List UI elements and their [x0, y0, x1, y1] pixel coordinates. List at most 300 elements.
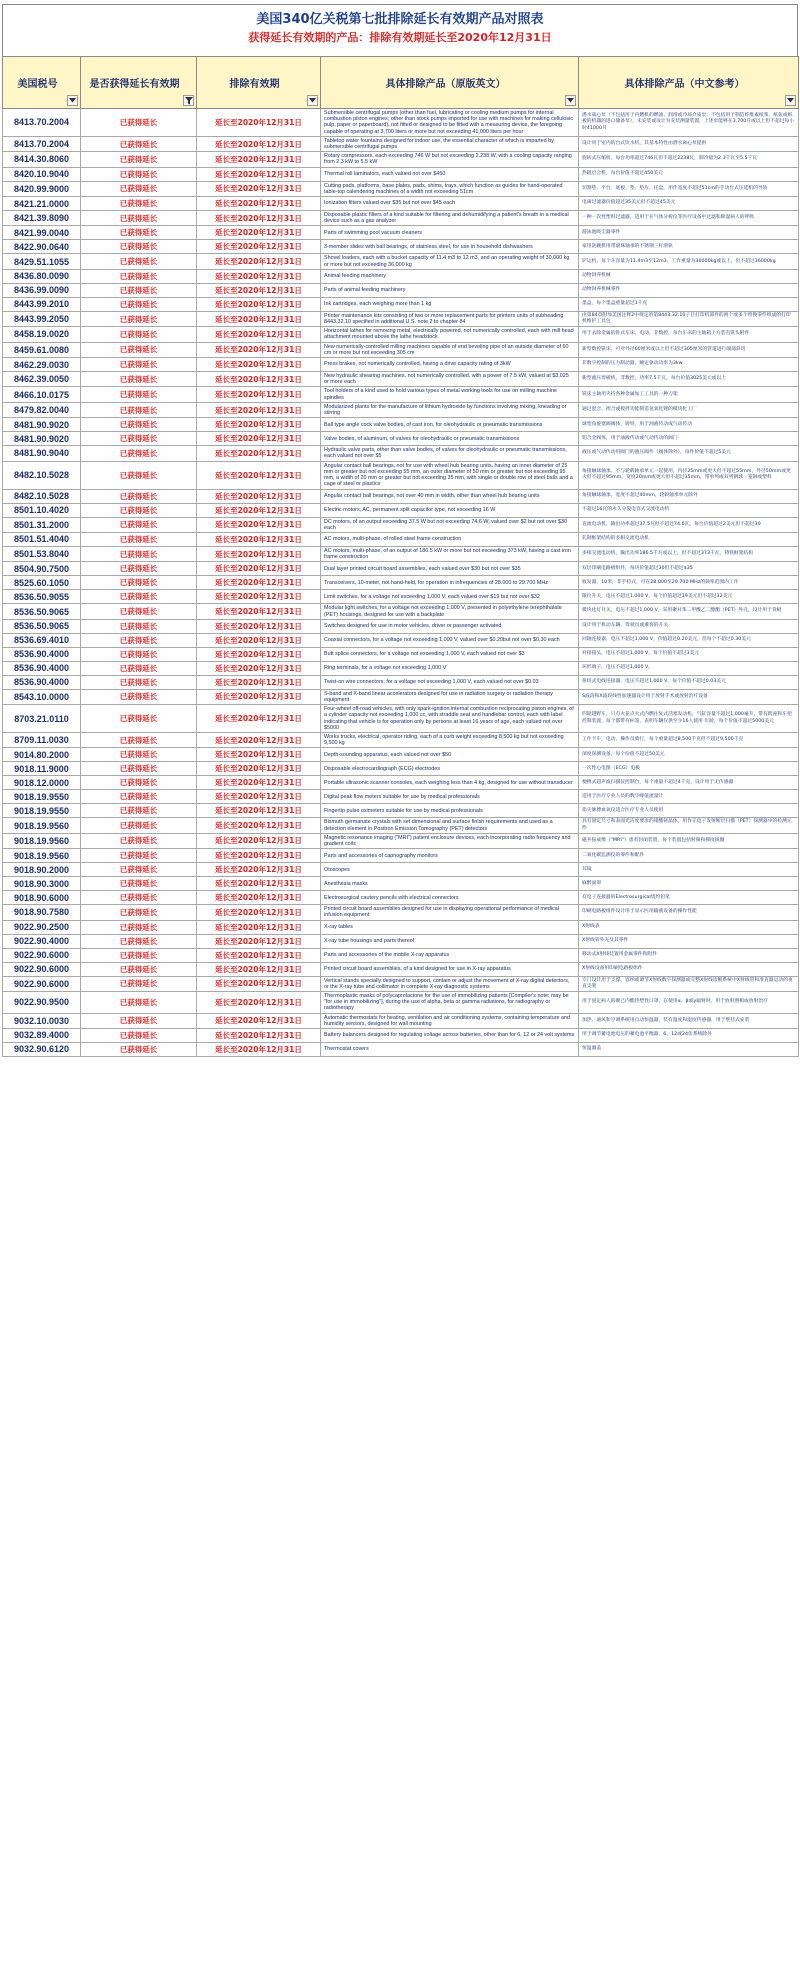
funnel-filter-icon[interactable] — [183, 95, 194, 106]
extension-status-cell[interactable]: 已获得延长 — [81, 790, 197, 804]
hts-code-cell[interactable]: 9018.11.9000 — [3, 762, 81, 776]
product-english-cell[interactable]: Vertical stands specially designed to support, contain or adjust the movement of X-ray digital detectors, or the X-ray tube and collimator in complete X-ray diagnostic systems — [321, 976, 579, 991]
extension-status-cell[interactable]: 已获得延长 — [81, 503, 197, 517]
hts-code-cell[interactable]: 8703.21.0110 — [3, 705, 81, 733]
product-chinese-cell[interactable]: 有电子连接器的Electrosurgical烧灼铅笔 — [579, 891, 799, 905]
exclusion-period-cell[interactable]: 延长至2020年12月31日 — [197, 432, 321, 446]
product-english-cell[interactable]: Limit switches, for a voltage not exceeding 1,000 V, each valued over $19 but not over $32 — [321, 590, 579, 604]
product-chinese-cell[interactable]: 球型角旋塞阀阀体，铸铁，用于油液传动或气动传动 — [579, 418, 799, 432]
hts-code-cell[interactable]: 9032.90.6120 — [3, 1042, 81, 1056]
product-english-cell[interactable]: Battery balancers designed for regulating voltage across batteries, other than for 6, 12 or 24 volt systems — [321, 1028, 579, 1042]
extension-status-cell[interactable]: 已获得延长 — [81, 590, 197, 604]
product-english-cell[interactable]: Disposable plastic filters of a kind suitable for filtering and dehumidifying a patient's breath in a medical device such as a gas analyzer — [321, 211, 579, 226]
extension-status-cell[interactable]: 已获得延长 — [81, 689, 197, 704]
product-english-cell[interactable]: Transceivers, 10-meter, not hand-held, for operation in infrequencies of 28.000 to 29.700 MHz — [321, 576, 579, 590]
exclusion-period-cell[interactable]: 延长至2020年12月31日 — [197, 562, 321, 576]
extension-status-cell[interactable]: 已获得延长 — [81, 461, 197, 489]
product-english-cell[interactable]: Printed circuit board assemblies, of a kind designed for use in X-ray apparatus — [321, 962, 579, 976]
exclusion-period-cell[interactable]: 延长至2020年12月31日 — [197, 647, 321, 661]
product-chinese-cell[interactable]: 专门设计用于支撑、容纳或调节X射线数字探测器或完整X射线诊断系统中X射线管和准直器运动的垂直支架 — [579, 976, 799, 991]
hts-code-cell[interactable]: 9018.90.2000 — [3, 863, 81, 877]
product-chinese-cell[interactable]: 不超过16瓦的永久分裂电容式交流电动机 — [579, 503, 799, 517]
hts-code-cell[interactable]: 8458.19.0020 — [3, 327, 81, 342]
exclusion-period-cell[interactable]: 延长至2020年12月31日 — [197, 461, 321, 489]
product-english-cell[interactable]: Coaxial connectors, for a voltage not exceeding 1,000 V, valued over $0.20but not over $0.30 each — [321, 633, 579, 647]
product-english-cell[interactable]: Switches designed for use in motor vehicles, driver or passenger activated — [321, 619, 579, 633]
product-english-cell[interactable]: Ring terminals, for a voltage not exceeding 1,000 V — [321, 661, 579, 675]
extension-status-cell[interactable]: 已获得延长 — [81, 647, 197, 661]
product-chinese-cell[interactable]: 动物饲养机械 — [579, 269, 799, 283]
product-english-cell[interactable]: Fingertip pulse oximeters suitable for use by medical professionals — [321, 804, 579, 818]
hts-code-cell[interactable]: 8459.61.0080 — [3, 342, 81, 357]
product-english-cell[interactable]: Parts and accessories of capnography monitors — [321, 849, 579, 863]
hts-code-cell[interactable]: 8543.10.0000 — [3, 689, 81, 704]
exclusion-period-cell[interactable]: 延长至2020年12月31日 — [197, 109, 321, 137]
product-chinese-cell[interactable]: 电离过滤器价值超过35美元但不超过45美元 — [579, 197, 799, 211]
extension-status-cell[interactable]: 已获得延长 — [81, 804, 197, 818]
product-english-cell[interactable]: Shovel loaders, each with a bucket capacity of 11.4 m3 to 12 m3, and an operating weight of 30,000 kg or more but not exceeding 36,000 kg — [321, 254, 579, 269]
hts-code-cell[interactable]: 8422.90.0640 — [3, 240, 81, 254]
product-english-cell[interactable]: Printer maintenance kits consisting of two or more replacement parts for printers units of subheading 8443.32.10 specified in additional U.S. note 2 to chapter 84 — [321, 311, 579, 326]
product-english-cell[interactable]: Four-wheel off-road vehicles, with only spark-ignition internal combustion reciprocating piston engines, of a cylinder capacity not exceeding 1,000 cc, with straddle seat and handlebar control, each with label indicating that vehicle is for operation only by persons at least 16 years of age, each valued not over $5000 — [321, 705, 579, 733]
hts-code-cell[interactable]: 9014.80.2000 — [3, 748, 81, 762]
product-chinese-cell[interactable]: 用于固定病人的聚己内酯热塑性口罩，在使用α、β或γ辐射时，用于放射照相或放射治疗 — [579, 991, 799, 1013]
hts-code-cell[interactable]: 9018.90.3000 — [3, 877, 81, 891]
extension-status-cell[interactable]: 已获得延长 — [81, 226, 197, 240]
hts-code-cell[interactable]: 8536.69.4010 — [3, 633, 81, 647]
product-chinese-cell[interactable]: 多相交流电动机，输出功率186.5千瓦或以上，但不超过373千瓦，铸铁框架结构 — [579, 546, 799, 561]
product-chinese-cell[interactable]: 用于去除金属的卧式车床，电动，非数控，每台车床的主轴箱上方装有铣头附件 — [579, 327, 799, 342]
extension-status-cell[interactable]: 已获得延长 — [81, 991, 197, 1013]
product-english-cell[interactable]: Rotary compressors, each exceeding 746 W but not exceeding 2,238 W, with a cooling capacity ranging from 2.3 kW to 5.5 kW — [321, 152, 579, 167]
product-english-cell[interactable]: Otoscopes — [321, 863, 579, 877]
product-english-cell[interactable]: Submersible centrifugal pumps (other than fuel, lubricating or cooling medium pumps for internal combustion piston engines; other than stock pumps imported for use with machines for making cellulosic pulp, paper or paperboard), not fitted or designed to be fitted with a measuring device, the foregoing capable of operating at 3,700 liters or more but not exceeding 41,000 liters per hour — [321, 109, 579, 137]
product-chinese-cell[interactable]: 角接触球轴承，宽度不超过40mm，轮毂轴承单元除外 — [579, 489, 799, 503]
dropdown-filter-icon[interactable] — [307, 95, 318, 106]
extension-status-cell[interactable]: 已获得延长 — [81, 269, 197, 283]
extension-status-cell[interactable]: 已获得延长 — [81, 661, 197, 675]
hts-code-cell[interactable]: 8501.10.4020 — [3, 503, 81, 517]
product-chinese-cell[interactable]: 铲运机，每个斗容量为11.4m3至12m3，工作重量为30000kg或以上，但不超过36000kg — [579, 254, 799, 269]
hts-code-cell[interactable]: 8462.29.0030 — [3, 358, 81, 372]
extension-status-cell[interactable]: 已获得延长 — [81, 818, 197, 833]
product-english-cell[interactable]: Modularized plants for the manufacture of lithium hydroxide by functions involving mixing, kneading or stirring — [321, 402, 579, 417]
product-chinese-cell[interactable]: 限位开关，电压不超过1,000 V，每个价值超过19美元但不超过32美元 — [579, 590, 799, 604]
hts-code-cell[interactable]: 8501.53.8040 — [3, 546, 81, 561]
product-english-cell[interactable]: Dual layer printed circuit board assemblies, each valued over $30 but not over $35 — [321, 562, 579, 576]
exclusion-period-cell[interactable]: 延长至2020年12月31日 — [197, 226, 321, 240]
extension-status-cell[interactable]: 已获得延长 — [81, 446, 197, 461]
hts-code-cell[interactable]: 8421.21.0000 — [3, 197, 81, 211]
product-english-cell[interactable]: Ink cartridges, each weighing more than 1 kg — [321, 297, 579, 311]
product-english-cell[interactable]: Tabletop water fountains designed for indoor use, the essential character of which is imparted by submersible centrifugal pumps — [321, 136, 579, 151]
exclusion-period-cell[interactable]: 延长至2020年12月31日 — [197, 776, 321, 790]
product-chinese-cell[interactable]: 液压或气动传动用阀门的液压阀件（阀体除外），每件价值不超过5美元 — [579, 446, 799, 461]
extension-status-cell[interactable]: 已获得延长 — [81, 948, 197, 962]
product-english-cell[interactable]: Hydraulic valve parts, other than valve bodies, of valves for oleohydraulic or pneumatic transmissions, each valued not over $5 — [321, 446, 579, 461]
product-english-cell[interactable]: Digital peak flow meters suitable for use by medical professionals — [321, 790, 579, 804]
product-chinese-cell[interactable]: X射线表 — [579, 920, 799, 934]
hts-code-cell[interactable]: 8466.10.0175 — [3, 387, 81, 402]
extension-status-cell[interactable]: 已获得延长 — [81, 748, 197, 762]
exclusion-period-cell[interactable]: 延长至2020年12月31日 — [197, 197, 321, 211]
hts-code-cell[interactable]: 9032.89.4000 — [3, 1028, 81, 1042]
product-chinese-cell[interactable]: 热辊层合机，每台价值不超过450美元 — [579, 167, 799, 181]
hts-code-cell[interactable]: 9022.90.2500 — [3, 920, 81, 934]
product-english-cell[interactable]: Ionization filters valued over $35 but not over $45 each — [321, 197, 579, 211]
product-chinese-cell[interactable]: 加热、通风和空调系统用自动恒温器，装有温度和湿度传感器，用于壁挂式安装 — [579, 1013, 799, 1028]
product-chinese-cell[interactable]: 游泳池吸尘器零件 — [579, 226, 799, 240]
product-english-cell[interactable]: Portable ultrasonic scanner consoles, each weighing less than 4 kg, designed for use without transducer — [321, 776, 579, 790]
exclusion-period-cell[interactable]: 延长至2020年12月31日 — [197, 604, 321, 619]
product-english-cell[interactable]: Tool holders of a kind used to hold various types of metal working tools for use on milling machine spindles — [321, 387, 579, 402]
exclusion-period-cell[interactable]: 延长至2020年12月31日 — [197, 418, 321, 432]
extension-status-cell[interactable]: 已获得延长 — [81, 546, 197, 561]
product-english-cell[interactable]: Modular light switches, for a voltage not exceeding 1,000 V, presented in polyethylene terephthalate (PET) housings, designed for use with a backplate — [321, 604, 579, 619]
product-chinese-cell[interactable]: 角接触球轴承，不与轮毂轴承单元一起使用，内径25mm或更大但不超过55mm，外径50mm或更大但不超过95mm，宽度20mm或更大但不超过35mm，带单列或双列钢球一笼钢或塑料 — [579, 461, 799, 489]
product-english-cell[interactable]: Thermal roll laminators, each valued not over $450 — [321, 167, 579, 181]
product-chinese-cell[interactable]: 印刷电路板组件设计用于显示医用输液设备的操作性能 — [579, 905, 799, 920]
product-chinese-cell[interactable]: 适用于医疗专业人员的数字峰值流量计 — [579, 790, 799, 804]
product-chinese-cell[interactable]: 同轴连接器，电压不超过1,000 V，价值超过0.20美元，但每个不超过0.30美元 — [579, 633, 799, 647]
product-english-cell[interactable]: Depth-sounding apparatus, each valued not over $50 — [321, 748, 579, 762]
product-chinese-cell[interactable]: 旋转式压缩机，每台功率超过746瓦但不超过2238瓦，制冷量为2.3千瓦至5.5千瓦 — [579, 152, 799, 167]
hts-code-cell[interactable]: 8413.70.2004 — [3, 136, 81, 151]
hts-code-cell[interactable]: 8525.60.1050 — [3, 576, 81, 590]
product-english-cell[interactable]: Cutting pads, platforms, base plates, pads, shims, trays, which function as guides for hand-operated table-top calendering machines of a width not exceeding 51cm — [321, 181, 579, 196]
extension-status-cell[interactable]: 已获得延长 — [81, 358, 197, 372]
hts-code-cell[interactable]: 9032.10.0030 — [3, 1013, 81, 1028]
exclusion-period-cell[interactable]: 延长至2020年12月31日 — [197, 446, 321, 461]
exclusion-period-cell[interactable]: 延长至2020年12月31日 — [197, 372, 321, 387]
product-chinese-cell[interactable]: 用于调节蓄电池电压的蓄电池平衡器，6、12或24伏系统除外 — [579, 1028, 799, 1042]
extension-status-cell[interactable]: 已获得延长 — [81, 327, 197, 342]
extension-status-cell[interactable]: 已获得延长 — [81, 732, 197, 747]
product-chinese-cell[interactable]: 移动式X射线装置用金属零件和附件 — [579, 948, 799, 962]
exclusion-period-cell[interactable]: 延长至2020年12月31日 — [197, 532, 321, 546]
product-english-cell[interactable]: 3-member slides with ball bearings, of stainless steel, for use in household dishwashers — [321, 240, 579, 254]
dropdown-filter-icon[interactable] — [67, 95, 78, 106]
extension-status-cell[interactable]: 已获得延长 — [81, 849, 197, 863]
hts-code-cell[interactable]: 9018.90.7580 — [3, 905, 81, 920]
hts-code-cell[interactable]: 8436.99.0090 — [3, 283, 81, 297]
hts-code-cell[interactable]: 8709.11.0030 — [3, 732, 81, 747]
exclusion-period-cell[interactable]: 延长至2020年12月31日 — [197, 689, 321, 704]
product-chinese-cell[interactable]: 扭绞式电线连接器，电压不超过1,000 V，每个价值不超过0.03美元 — [579, 675, 799, 689]
product-english-cell[interactable]: Works trucks, electrical, operator riding, each of a curb weight exceeding 8,500 kg but not exceeding 9,500 kg — [321, 732, 579, 747]
exclusion-period-cell[interactable]: 延长至2020年12月31日 — [197, 211, 321, 226]
exclusion-period-cell[interactable]: 延长至2020年12月31日 — [197, 976, 321, 991]
product-english-cell[interactable]: Animal feeding machinery — [321, 269, 579, 283]
extension-status-cell[interactable]: 已获得延长 — [81, 387, 197, 402]
extension-status-cell[interactable]: 已获得延长 — [81, 776, 197, 790]
hts-code-cell[interactable]: 8443.99.2050 — [3, 311, 81, 326]
extension-status-cell[interactable]: 已获得延长 — [81, 1013, 197, 1028]
extension-status-cell[interactable]: 已获得延长 — [81, 905, 197, 920]
extension-status-cell[interactable]: 已获得延长 — [81, 517, 197, 532]
product-english-cell[interactable]: Twist-on wire connectors, for a voltage not exceeding 1,000 V, each valued not over $0.03 — [321, 675, 579, 689]
exclusion-period-cell[interactable]: 延长至2020年12月31日 — [197, 402, 321, 417]
extension-status-cell[interactable]: 已获得延长 — [81, 1042, 197, 1056]
product-chinese-cell[interactable]: 模块化灯开关，电压不超过1,000 V，采用聚对苯二甲酸乙二醇酯（PET）外壳，设计用于背板 — [579, 604, 799, 619]
product-chinese-cell[interactable]: 直流电动机，输出功率超过37.5瓦但不超过74.6瓦，每台价值超过2美元但不超过30 — [579, 517, 799, 532]
dropdown-filter-icon[interactable] — [785, 95, 796, 106]
hts-code-cell[interactable]: 8414.30.8060 — [3, 152, 81, 167]
product-chinese-cell[interactable]: 铣床主轴用夹持各种金属加工工具的一种刀架 — [579, 387, 799, 402]
hts-code-cell[interactable]: 8481.90.9020 — [3, 418, 81, 432]
product-chinese-cell[interactable]: 非数字控制的压力制动器，额定驱动功率为3kw — [579, 358, 799, 372]
exclusion-period-cell[interactable]: 延长至2020年12月31日 — [197, 804, 321, 818]
exclusion-period-cell[interactable]: 延长至2020年12月31日 — [197, 705, 321, 733]
hts-code-cell[interactable]: 8429.51.1055 — [3, 254, 81, 269]
product-english-cell[interactable]: Parts of swimming pool vacuum cleaners — [321, 226, 579, 240]
hts-code-cell[interactable]: 9022.90.6000 — [3, 948, 81, 962]
product-chinese-cell[interactable]: X射线设备用印刷电路板组件 — [579, 962, 799, 976]
extension-status-cell[interactable]: 已获得延长 — [81, 619, 197, 633]
product-chinese-cell[interactable]: 恒温器盖 — [579, 1042, 799, 1056]
product-english-cell[interactable]: Electrosurgical cautery pencils with electrical connectors — [321, 891, 579, 905]
product-english-cell[interactable]: Printed circuit board assemblies designed for use in displaying operational performance of medical infusion equipment — [321, 905, 579, 920]
exclusion-period-cell[interactable]: 延长至2020年12月31日 — [197, 240, 321, 254]
extension-status-cell[interactable]: 已获得延长 — [81, 372, 197, 387]
product-chinese-cell[interactable]: 潜水离心泵（不包括用于内燃机的燃油、润滑或冷却介质泵；不包括用于制造纤维素纸浆、纸张或纸板的机器的进口储备泵），未安装或设计为安装测量装置，上述泵能够在3,700升或以上但不超过每小时41000升 — [579, 109, 799, 137]
exclusion-period-cell[interactable]: 延长至2020年12月31日 — [197, 633, 321, 647]
hts-code-cell[interactable]: 8436.80.0090 — [3, 269, 81, 283]
extension-status-cell[interactable]: 已获得延长 — [81, 576, 197, 590]
product-english-cell[interactable]: Butt splice connectors, for a voltage not exceeding 1,000 V, each valued not over $3 — [321, 647, 579, 661]
hts-code-cell[interactable]: 9018.19.9560 — [3, 818, 81, 833]
hts-code-cell[interactable]: 8420.10.9040 — [3, 167, 81, 181]
exclusion-period-cell[interactable]: 延长至2020年12月31日 — [197, 991, 321, 1013]
product-chinese-cell[interactable]: 设计用于机动车辆、驾驶员或乘客的开关 — [579, 619, 799, 633]
product-chinese-cell[interactable]: 便携式超声波扫描仪控制台，每个重量不超过4千克，设计用于无传感器 — [579, 776, 799, 790]
hts-code-cell[interactable]: 9018.19.9550 — [3, 790, 81, 804]
exclusion-period-cell[interactable]: 延长至2020年12月31日 — [197, 962, 321, 976]
product-chinese-cell[interactable]: 设计用于室内的台式饮水机，其基本特性由潜水离心泵提供 — [579, 136, 799, 151]
product-english-cell[interactable]: Electric motors, AC, permanent split capacitor type, not exceeding 16 W — [321, 503, 579, 517]
exclusion-period-cell[interactable]: 延长至2020年12月31日 — [197, 1042, 321, 1056]
exclusion-period-cell[interactable]: 延长至2020年12月31日 — [197, 590, 321, 604]
exclusion-period-cell[interactable]: 延长至2020年12月31日 — [197, 891, 321, 905]
product-chinese-cell[interactable]: S波段和X波段线性加速器设计用于放射手术或放射治疗设备 — [579, 689, 799, 704]
product-english-cell[interactable]: Magnetic resonance imaging ("MRI") patient enclosure devices, each incorporating radio frequency and gradient coils — [321, 833, 579, 848]
extension-status-cell[interactable]: 已获得延长 — [81, 934, 197, 948]
product-chinese-cell[interactable]: 具有固定尺寸和表面光洁度要求的锗酸铋晶体，用作正电子发射断层扫描（PET）探测器中的检测元件 — [579, 818, 799, 833]
product-chinese-cell[interactable]: 轧钢框架结构的多相交流电动机 — [579, 532, 799, 546]
exclusion-period-cell[interactable]: 延长至2020年12月31日 — [197, 905, 321, 920]
product-chinese-cell[interactable]: 工作卡车，电动，操作员骑行，每个重量超过8,500千克但不超过9,500千克 — [579, 732, 799, 747]
exclusion-period-cell[interactable]: 延长至2020年12月31日 — [197, 934, 321, 948]
extension-status-cell[interactable]: 已获得延长 — [81, 152, 197, 167]
extension-status-cell[interactable]: 已获得延长 — [81, 1028, 197, 1042]
product-english-cell[interactable]: Valve bodies, of aluminum, of valves for oleohydraulic or pneumatic transmissions — [321, 432, 579, 446]
extension-status-cell[interactable]: 已获得延长 — [81, 532, 197, 546]
hts-code-cell[interactable]: 8501.31.2000 — [3, 517, 81, 532]
exclusion-period-cell[interactable]: 延长至2020年12月31日 — [197, 327, 321, 342]
product-english-cell[interactable]: New hydraulic shearing machines, not numerically controlled, with a power of 7.5 kW, valued at $3,025 or more each — [321, 372, 579, 387]
hts-code-cell[interactable]: 8504.90.7500 — [3, 562, 81, 576]
exclusion-period-cell[interactable]: 延长至2020年12月31日 — [197, 877, 321, 891]
extension-status-cell[interactable]: 已获得延长 — [81, 297, 197, 311]
hts-code-cell[interactable]: 8536.50.9055 — [3, 590, 81, 604]
exclusion-period-cell[interactable]: 延长至2020年12月31日 — [197, 790, 321, 804]
product-english-cell[interactable]: Anesthesia masks — [321, 877, 579, 891]
product-chinese-cell[interactable]: 家用洗碗机用带滚珠轴承的不锈钢三杆滑轨 — [579, 240, 799, 254]
hts-code-cell[interactable]: 8536.90.4000 — [3, 661, 81, 675]
extension-status-cell[interactable]: 已获得延长 — [81, 675, 197, 689]
exclusion-period-cell[interactable]: 延长至2020年12月31日 — [197, 358, 321, 372]
extension-status-cell[interactable]: 已获得延长 — [81, 833, 197, 848]
hts-code-cell[interactable]: 9022.90.4000 — [3, 934, 81, 948]
extension-status-cell[interactable]: 已获得延长 — [81, 920, 197, 934]
hts-code-cell[interactable]: 9018.19.9560 — [3, 849, 81, 863]
hts-code-cell[interactable]: 8536.50.9065 — [3, 619, 81, 633]
product-english-cell[interactable]: Angular contact ball bearings, not over 40 mm in width, other than wheel hub bearing units — [321, 489, 579, 503]
exclusion-period-cell[interactable]: 延长至2020年12月31日 — [197, 387, 321, 402]
exclusion-period-cell[interactable]: 延长至2020年12月31日 — [197, 152, 321, 167]
exclusion-period-cell[interactable]: 延长至2020年12月31日 — [197, 489, 321, 503]
hts-code-cell[interactable]: 8421.99.0040 — [3, 226, 81, 240]
hts-code-cell[interactable]: 9018.19.9550 — [3, 804, 81, 818]
exclusion-period-cell[interactable]: 延长至2020年12月31日 — [197, 863, 321, 877]
product-chinese-cell[interactable]: 双层印刷电路板组件，每块价值超过30但不超过$35 — [579, 562, 799, 576]
exclusion-period-cell[interactable]: 延长至2020年12月31日 — [197, 833, 321, 848]
exclusion-period-cell[interactable]: 延长至2020年12月31日 — [197, 576, 321, 590]
extension-status-cell[interactable]: 已获得延长 — [81, 342, 197, 357]
hts-code-cell[interactable]: 9018.12.0000 — [3, 776, 81, 790]
extension-status-cell[interactable]: 已获得延长 — [81, 254, 197, 269]
exclusion-period-cell[interactable]: 延长至2020年12月31日 — [197, 818, 321, 833]
hts-code-cell[interactable]: 8536.50.9065 — [3, 604, 81, 619]
product-english-cell[interactable]: AC motors, multi-phase, of rolled steel frame construction — [321, 532, 579, 546]
exclusion-period-cell[interactable]: 延长至2020年12月31日 — [197, 297, 321, 311]
exclusion-period-cell[interactable]: 延长至2020年12月31日 — [197, 181, 321, 196]
product-english-cell[interactable]: Parts of animal feeding machinery — [321, 283, 579, 297]
hts-code-cell[interactable]: 8421.39.8090 — [3, 211, 81, 226]
product-english-cell[interactable]: DC motors, of an output exceeding 37.5 W but not exceeding 74.6 W, valued over $2 but not over $30 each — [321, 517, 579, 532]
product-english-cell[interactable]: New numerically-controlled milling machines capable of end beveling pipe of an outside diameter of 60 cm or more but not exceeding 305 cm — [321, 342, 579, 357]
product-chinese-cell[interactable]: 对接接头，电压不超过1,000 V，每个价值不超过3美元 — [579, 647, 799, 661]
product-english-cell[interactable]: Disposable electrocardiograph (ECG) electrodes — [321, 762, 579, 776]
hts-code-cell[interactable]: 8481.90.9020 — [3, 432, 81, 446]
exclusion-period-cell[interactable]: 延长至2020年12月31日 — [197, 661, 321, 675]
extension-status-cell[interactable]: 已获得延长 — [81, 976, 197, 991]
product-english-cell[interactable]: Automatic thermostats for heating, ventilation and air conditioning systems, containing temperature and humidity sensors, designed for wall mounting — [321, 1013, 579, 1028]
product-chinese-cell[interactable]: 磁共振成像（"MRI"）患者封闭装置，每个装置包括射频和梯度线圈 — [579, 833, 799, 848]
exclusion-period-cell[interactable]: 延长至2020年12月31日 — [197, 517, 321, 532]
extension-status-cell[interactable]: 已获得延长 — [81, 211, 197, 226]
extension-status-cell[interactable]: 已获得延长 — [81, 311, 197, 326]
extension-status-cell[interactable]: 已获得延长 — [81, 863, 197, 877]
hts-code-cell[interactable]: 9022.90.6000 — [3, 976, 81, 991]
hts-code-cell[interactable]: 8443.99.2010 — [3, 297, 81, 311]
product-english-cell[interactable]: Horizontal lathes for removing metal, electrically powered, not numerically controlled, each with mill head attachment mounted above the lathe headstock — [321, 327, 579, 342]
exclusion-period-cell[interactable]: 延长至2020年12月31日 — [197, 762, 321, 776]
hts-code-cell[interactable]: 8420.99.9000 — [3, 181, 81, 196]
product-english-cell[interactable]: Thermostat covers — [321, 1042, 579, 1056]
hts-code-cell[interactable]: 8462.39.0050 — [3, 372, 81, 387]
hts-code-cell[interactable]: 8413.70.2004 — [3, 109, 81, 137]
extension-status-cell[interactable]: 已获得延长 — [81, 109, 197, 137]
hts-code-cell[interactable]: 9018.90.6000 — [3, 891, 81, 905]
extension-status-cell[interactable]: 已获得延长 — [81, 962, 197, 976]
extension-status-cell[interactable]: 已获得延长 — [81, 283, 197, 297]
extension-status-cell[interactable]: 已获得延长 — [81, 762, 197, 776]
hts-code-cell[interactable]: 9022.90.6000 — [3, 962, 81, 976]
exclusion-period-cell[interactable]: 延长至2020年12月31日 — [197, 849, 321, 863]
product-chinese-cell[interactable]: 切割垫、平台、底板、垫、垫片、托盘，用作宽度不超过51cm的手动台式压延机的导轨 — [579, 181, 799, 196]
product-chinese-cell[interactable]: 收发器，10米，非手持式，可在28.000至29.700 MHz的频率范围内工作 — [579, 576, 799, 590]
product-english-cell[interactable]: Parts and accessories of the mobile X-ray apparatus — [321, 948, 579, 962]
product-chinese-cell[interactable]: 由第84章附加美国注释2中规定的第8443.32.10子目打印机部件的两个或多个替换零件组成的打印机维护工具包 — [579, 311, 799, 326]
product-chinese-cell[interactable]: 一种一次性塑料过滤器，适用于在气体分析仪等医疗设备中过滤和除湿病人的呼吸 — [579, 211, 799, 226]
exclusion-period-cell[interactable]: 延长至2020年12月31日 — [197, 948, 321, 962]
product-chinese-cell[interactable]: 墨盒，每个墨盒重量超过1千克 — [579, 297, 799, 311]
product-chinese-cell[interactable]: 四轮越野车，只有火花点火式内燃往复式活塞发动机，气缸容量不超过1,000毫升，带有跨座和车把控制装置，每个都带有标签，表明车辆仅供至少16人使用 年龄，每个价值不超过5000美元 — [579, 705, 799, 733]
product-chinese-cell[interactable]: 一次性心电图（ECG）电极 — [579, 762, 799, 776]
extension-status-cell[interactable]: 已获得延长 — [81, 432, 197, 446]
exclusion-period-cell[interactable]: 延长至2020年12月31日 — [197, 269, 321, 283]
product-chinese-cell[interactable]: 新型液压剪板机，非数控，功率7.5千瓦，每台价值3025美元或以上 — [579, 372, 799, 387]
extension-status-cell[interactable]: 已获得延长 — [81, 633, 197, 647]
hts-code-cell[interactable]: 9022.90.9500 — [3, 991, 81, 1013]
exclusion-period-cell[interactable]: 延长至2020年12月31日 — [197, 342, 321, 357]
exclusion-period-cell[interactable]: 延长至2020年12月31日 — [197, 254, 321, 269]
product-chinese-cell[interactable]: 二氧化碳监测仪的零件和配件 — [579, 849, 799, 863]
product-english-cell[interactable]: AC motors, multi-phase, of an output of 186.5 kW or more but not exceeding 373 kW, having a cast iron frame construction — [321, 546, 579, 561]
exclusion-period-cell[interactable]: 延长至2020年12月31日 — [197, 675, 321, 689]
exclusion-period-cell[interactable]: 延长至2020年12月31日 — [197, 503, 321, 517]
hts-code-cell[interactable]: 8536.90.4000 — [3, 675, 81, 689]
product-english-cell[interactable]: Bismuth germanate crystals with set dimensional and surface finish requirements and used as a detection element in Positron Emission Tomography (PET) detectors — [321, 818, 579, 833]
exclusion-period-cell[interactable]: 延长至2020年12月31日 — [197, 311, 321, 326]
exclusion-period-cell[interactable]: 延长至2020年12月31日 — [197, 732, 321, 747]
exclusion-period-cell[interactable]: 延长至2020年12月31日 — [197, 283, 321, 297]
product-chinese-cell[interactable]: 新型数控铣床，可对外径60厘米或以上但不超过305厘米的管道进行端部斜切 — [579, 342, 799, 357]
exclusion-period-cell[interactable]: 延长至2020年12月31日 — [197, 748, 321, 762]
exclusion-period-cell[interactable]: 延长至2020年12月31日 — [197, 920, 321, 934]
extension-status-cell[interactable]: 已获得延长 — [81, 181, 197, 196]
product-english-cell[interactable]: Ball type angle cock valve bodies, of cast iron, for oleohydraulic or pneumatic transmissions — [321, 418, 579, 432]
product-english-cell[interactable]: X-ray tables — [321, 920, 579, 934]
product-english-cell[interactable]: Press brakes, not numerically controlled, having a drive capacity rating of 3kW — [321, 358, 579, 372]
product-english-cell[interactable]: Thermoplastic masks of polycaprolactone for the use of immobilizing patients [Compiler's note: may be "for use in immobilizing"], during the use of alpha, beta or gamma radiations, for radiography or radiotherapy — [321, 991, 579, 1013]
product-chinese-cell[interactable]: 指尖脉搏血氧仪适合医疗专业人员使用 — [579, 804, 799, 818]
product-chinese-cell[interactable]: 耳镜 — [579, 863, 799, 877]
extension-status-cell[interactable]: 已获得延长 — [81, 562, 197, 576]
exclusion-period-cell[interactable]: 延长至2020年12月31日 — [197, 1028, 321, 1042]
extension-status-cell[interactable]: 已获得延长 — [81, 877, 197, 891]
extension-status-cell[interactable]: 已获得延长 — [81, 197, 197, 211]
product-chinese-cell[interactable]: 环形端子，电压不超过1,000 V。 — [579, 661, 799, 675]
product-chinese-cell[interactable]: 通过混合、捏合或搅拌功能制造氢氧化锂的模块化工厂 — [579, 402, 799, 417]
product-english-cell[interactable]: X-ray tube housings and parts thereof — [321, 934, 579, 948]
product-chinese-cell[interactable]: 麻醉面罩 — [579, 877, 799, 891]
hts-code-cell[interactable]: 8482.10.5028 — [3, 489, 81, 503]
exclusion-period-cell[interactable]: 延长至2020年12月31日 — [197, 136, 321, 151]
dropdown-filter-icon[interactable] — [565, 95, 576, 106]
product-english-cell[interactable]: S-band and X-band linear accelerators designed for use in radiation surgery or radiation therapy equipment — [321, 689, 579, 704]
hts-code-cell[interactable]: 8479.82.0040 — [3, 402, 81, 417]
exclusion-period-cell[interactable]: 延长至2020年12月31日 — [197, 1013, 321, 1028]
product-chinese-cell[interactable]: 深度探测设备，每个价值不超过50美元 — [579, 748, 799, 762]
product-chinese-cell[interactable]: 动物饲养机械零件 — [579, 283, 799, 297]
product-english-cell[interactable]: Angular contact ball bearings, not for use with wheel hub bearing units, having an inner diameter of 25 mm or greater but not exceeding 55 mm, an outer diameter of 50 mm or greater but not exceeding 95 mm, a width of 20 mm or greater but not exceeding 35 mm, with single or double row of steel balls and a cage of steel or plastics — [321, 461, 579, 489]
hts-code-cell[interactable]: 8536.90.4000 — [3, 647, 81, 661]
extension-status-cell[interactable]: 已获得延长 — [81, 891, 197, 905]
extension-status-cell[interactable]: 已获得延长 — [81, 489, 197, 503]
extension-status-cell[interactable]: 已获得延长 — [81, 167, 197, 181]
